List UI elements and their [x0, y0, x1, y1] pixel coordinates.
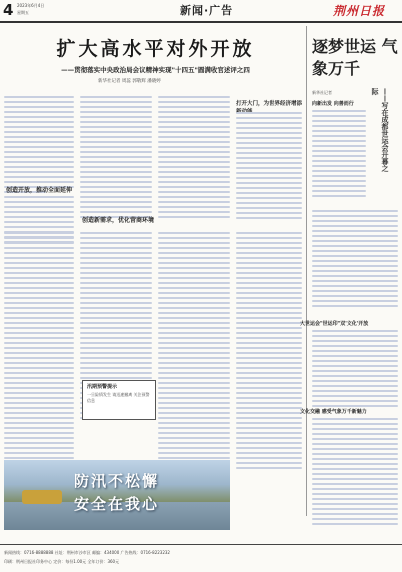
edition: 星期五	[17, 10, 29, 15]
feature-heading-3: 文化交融 感受气象万千新魅力	[300, 409, 367, 415]
header-rule	[0, 21, 402, 23]
section-heading-3: 打开大门，为世界经济增添	[236, 101, 303, 107]
article-headline: 扩大高水平对外开放	[56, 38, 255, 60]
feature-divider	[306, 26, 307, 516]
page-header	[0, 0, 402, 26]
feature-column-4	[312, 418, 398, 525]
article-column-5	[4, 232, 74, 469]
banner-line-1: 防汛不松懈	[74, 472, 160, 490]
section-heading-1: 创造开放，推动全面延伸	[6, 187, 73, 194]
banner-excavator	[22, 490, 62, 504]
feature-column-2	[312, 210, 398, 307]
footer-line-1: 新闻热线：0716-8888888 社址：荆州市沙市区 邮编：434000 广告热线：0716-8223232	[4, 550, 170, 555]
feature-heading-1: 向新出发 向善而行	[312, 101, 354, 107]
article-column-3	[158, 96, 230, 218]
footer	[0, 544, 402, 572]
footer-line-2: 印刷：荆州日报社印务中心 定价：每份1.00元 全年订价：360元	[4, 559, 120, 564]
feature-column-1	[312, 110, 366, 197]
date-line: 2023年6月4日	[17, 3, 45, 8]
article-column-4	[236, 112, 302, 219]
article-column-8	[236, 232, 302, 469]
section-heading-2: 创造新需求，优化营商环境	[82, 217, 155, 224]
banner-line-2: 安全在我心	[74, 495, 160, 513]
feature-column-3	[312, 330, 398, 407]
feature-title-main: 逐梦世运 气象万千	[312, 37, 398, 78]
article-column-1	[4, 96, 74, 193]
article-subhead: ——贯彻落实中央政治局会议精神实现"十四五"圆满收官述评之四	[61, 66, 250, 74]
newspaper-logo: 荆州日报	[333, 4, 386, 18]
article-column-2	[80, 96, 152, 218]
info-box	[82, 380, 156, 420]
feature-heading-2: 大世运会"世运印"双'文化'开放	[300, 321, 369, 327]
feature-title-sub: ——写在成都世运会开幕之际	[371, 88, 389, 172]
flood-banner	[4, 460, 230, 530]
feature-byline: 新华社记者	[312, 90, 332, 95]
section-name: 新闻·广告	[180, 4, 234, 17]
info-box-title: 汛期预警提示	[87, 384, 118, 390]
article-headline-block	[8, 34, 303, 84]
article-byline: 新华社记者 周蕊 郭敬辉 潘晓婷	[98, 79, 161, 84]
page-number: 4	[3, 1, 14, 19]
info-box-body: 一旦险情发生 请迅速撤离 关注预警信息	[87, 392, 150, 403]
article-column-7	[158, 232, 230, 469]
